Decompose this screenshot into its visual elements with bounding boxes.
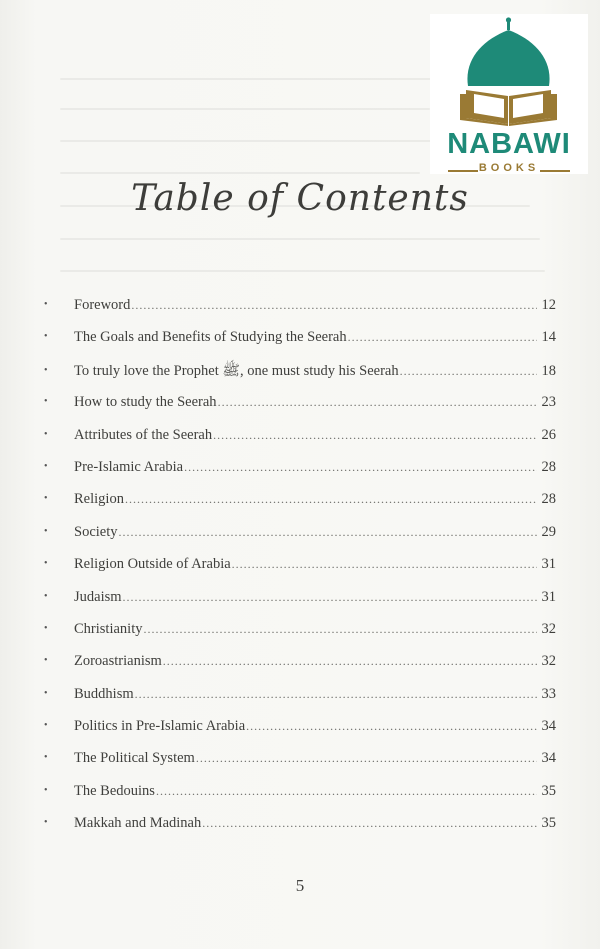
dot-leader bbox=[232, 557, 537, 572]
toc-entry-page: 33 bbox=[541, 685, 556, 702]
bullet-icon: • bbox=[44, 396, 48, 408]
dot-leader bbox=[213, 428, 537, 443]
toc-entry-page: 29 bbox=[541, 523, 556, 540]
bleed-through-line bbox=[60, 140, 435, 142]
dot-leader bbox=[131, 298, 537, 313]
toc-entry-title: The Political System bbox=[74, 750, 195, 767]
dot-leader bbox=[125, 492, 537, 507]
toc-entry bbox=[44, 524, 556, 556]
toc-entry-title: Society bbox=[74, 523, 118, 540]
bullet-icon: • bbox=[44, 428, 48, 440]
toc-entry-title: How to study the Seerah bbox=[74, 394, 217, 411]
brand-rule-right bbox=[540, 170, 570, 172]
dot-leader bbox=[400, 364, 537, 379]
bullet-icon: • bbox=[44, 817, 48, 829]
toc-entry-page: 35 bbox=[541, 815, 556, 832]
toc-entry-title: Pre-Islamic Arabia bbox=[74, 458, 184, 475]
dot-leader bbox=[184, 460, 537, 475]
toc-entry-title: Zoroastrianism bbox=[74, 653, 162, 670]
toc-entry-title: Attributes of the Seerah bbox=[74, 426, 213, 443]
bullet-icon: • bbox=[44, 525, 48, 537]
toc-entry-title: Foreword bbox=[74, 297, 131, 313]
toc-entry-title: Religion Outside of Arabia bbox=[74, 556, 231, 573]
bullet-icon: • bbox=[44, 558, 48, 570]
dot-leader bbox=[119, 525, 538, 540]
toc-entry-title: Judaism bbox=[74, 588, 122, 605]
toc-entry-page: 23 bbox=[541, 394, 556, 411]
bullet-icon: • bbox=[44, 784, 48, 796]
toc-entry-title: The Goals and Benefits of Studying the Seerah bbox=[74, 329, 347, 346]
toc-entry-page: 28 bbox=[541, 458, 556, 475]
toc-entry-page: 32 bbox=[541, 620, 556, 637]
bullet-icon: • bbox=[44, 622, 48, 634]
toc-entry bbox=[44, 556, 556, 588]
toc-entry bbox=[44, 750, 556, 782]
bullet-icon: • bbox=[44, 331, 48, 343]
bleed-through-line bbox=[60, 238, 540, 240]
toc-entry-page: 14 bbox=[541, 329, 556, 346]
brand-tagline: BOOKS bbox=[478, 162, 540, 174]
toc-entry-title: Makkah and Madinah bbox=[74, 815, 202, 832]
bullet-icon: • bbox=[44, 687, 48, 699]
toc-entry bbox=[44, 718, 556, 750]
table-of-contents bbox=[44, 297, 556, 848]
toc-entry-page: 12 bbox=[541, 297, 556, 313]
toc-entry bbox=[44, 783, 556, 815]
toc-entry-page: 34 bbox=[541, 718, 556, 735]
toc-entry bbox=[44, 427, 556, 459]
bullet-icon: • bbox=[44, 460, 48, 472]
bullet-icon: • bbox=[44, 752, 48, 764]
brand-name: NABAWI bbox=[447, 128, 571, 160]
toc-entry-page: 31 bbox=[541, 588, 556, 605]
page-number: 5 bbox=[295, 876, 305, 895]
toc-entry bbox=[44, 653, 556, 685]
toc-entry-page: 18 bbox=[541, 362, 556, 379]
dot-leader bbox=[348, 330, 537, 345]
toc-entry bbox=[44, 459, 556, 491]
toc-entry-title: The Bedouins bbox=[74, 782, 155, 799]
dot-leader bbox=[156, 784, 537, 799]
bleed-through-line bbox=[60, 270, 545, 272]
toc-entry bbox=[44, 297, 556, 329]
toc-entry-title: Politics in Pre-Islamic Arabia bbox=[74, 718, 246, 735]
dot-leader bbox=[196, 751, 537, 766]
bullet-icon: • bbox=[44, 364, 48, 376]
page-title: Table of Contents bbox=[131, 178, 469, 219]
toc-entry-page: 28 bbox=[541, 491, 556, 508]
toc-entry bbox=[44, 686, 556, 718]
dot-leader bbox=[143, 622, 537, 637]
bleed-through-line bbox=[60, 78, 440, 80]
bullet-icon: • bbox=[44, 720, 48, 732]
dot-leader bbox=[163, 654, 537, 669]
bleed-through-line bbox=[60, 172, 420, 174]
dot-leader bbox=[218, 395, 537, 410]
mosque-book-icon bbox=[430, 14, 588, 126]
toc-entry-page: 35 bbox=[541, 782, 556, 799]
dot-leader bbox=[123, 590, 537, 605]
toc-entry-page: 26 bbox=[541, 426, 556, 443]
dot-leader bbox=[135, 687, 537, 702]
bleed-through-line bbox=[60, 108, 430, 110]
toc-entry-title: Christianity bbox=[74, 620, 143, 637]
toc-entry bbox=[44, 491, 556, 523]
toc-entry-title: Religion bbox=[74, 491, 124, 508]
bullet-icon: • bbox=[44, 590, 48, 602]
toc-entry bbox=[44, 362, 556, 394]
brand-logo bbox=[430, 14, 588, 174]
toc-entry-title: To truly love the Prophet ﷺ, one must study his Seerah bbox=[74, 362, 399, 379]
toc-entry bbox=[44, 815, 556, 847]
bullet-icon: • bbox=[44, 655, 48, 667]
toc-entry-page: 31 bbox=[541, 556, 556, 573]
toc-entry bbox=[44, 621, 556, 653]
bullet-icon: • bbox=[44, 493, 48, 505]
toc-entry-page: 34 bbox=[541, 750, 556, 767]
dot-leader bbox=[202, 816, 537, 831]
toc-entry-page: 32 bbox=[541, 653, 556, 670]
dot-leader bbox=[246, 719, 537, 734]
toc-entry bbox=[44, 394, 556, 426]
toc-entry-title: Buddhism bbox=[74, 685, 134, 702]
toc-entry bbox=[44, 329, 556, 361]
toc-entry bbox=[44, 589, 556, 621]
bullet-icon: • bbox=[44, 299, 48, 310]
